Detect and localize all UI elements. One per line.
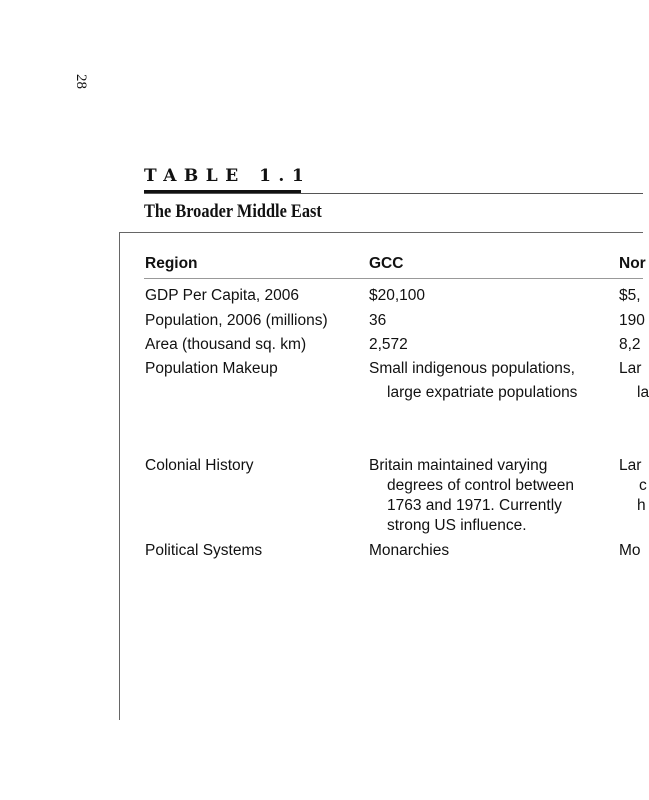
row-label-colonial-history: Colonial History bbox=[145, 457, 254, 474]
table-frame-top bbox=[119, 232, 643, 233]
page-number: 28 bbox=[73, 74, 89, 89]
header-gcc: GCC bbox=[369, 255, 404, 272]
cell-gcc-gdp: $20,100 bbox=[369, 287, 426, 304]
cell-gcc-colonial-history-line-1: Britain maintained varying bbox=[369, 457, 548, 474]
cell-third-colonial-history-line-3: h bbox=[637, 497, 646, 514]
cell-third-political-systems: Mo bbox=[619, 542, 641, 559]
row-label-gdp: GDP Per Capita, 2006 bbox=[145, 287, 299, 304]
cell-gcc-population-makeup-line-2: large expatriate populations bbox=[387, 384, 578, 401]
cell-third-population-makeup-line-1: Lar bbox=[619, 360, 642, 377]
cell-third-area: 8,2 bbox=[619, 336, 641, 353]
row-label-area: Area (thousand sq. km) bbox=[145, 336, 307, 353]
header-third-column: Nor bbox=[619, 255, 646, 272]
cell-gcc-colonial-history-line-4: strong US influence. bbox=[387, 517, 527, 534]
cell-gcc-colonial-history-line-3: 1763 and 1971. Currently bbox=[387, 497, 562, 514]
row-label-population-makeup: Population Makeup bbox=[145, 360, 278, 377]
cell-third-colonial-history-line-2: c bbox=[639, 477, 647, 494]
header-region: Region bbox=[145, 255, 198, 272]
row-label-population: Population, 2006 (millions) bbox=[145, 312, 328, 329]
cell-third-population-makeup-line-2: la bbox=[637, 384, 649, 401]
row-label-political-systems: Political Systems bbox=[145, 542, 263, 559]
cell-third-population: 190 bbox=[619, 312, 645, 329]
table-frame-left bbox=[119, 232, 120, 720]
cell-gcc-area: 2,572 bbox=[369, 336, 408, 353]
cell-third-gdp: $5, bbox=[619, 287, 641, 304]
table-title: The Broader Middle East bbox=[144, 201, 322, 222]
cell-gcc-colonial-history-line-2: degrees of control between bbox=[387, 477, 574, 494]
cell-third-colonial-history-line-1: Lar bbox=[619, 457, 642, 474]
table-label: TABLE 1.1 bbox=[144, 166, 312, 186]
header-rule bbox=[144, 278, 643, 279]
cell-gcc-population-makeup-line-1: Small indigenous populations, bbox=[369, 360, 575, 377]
cell-gcc-population: 36 bbox=[369, 312, 387, 329]
cell-gcc-political-systems: Monarchies bbox=[369, 542, 450, 559]
title-rule bbox=[144, 193, 643, 194]
